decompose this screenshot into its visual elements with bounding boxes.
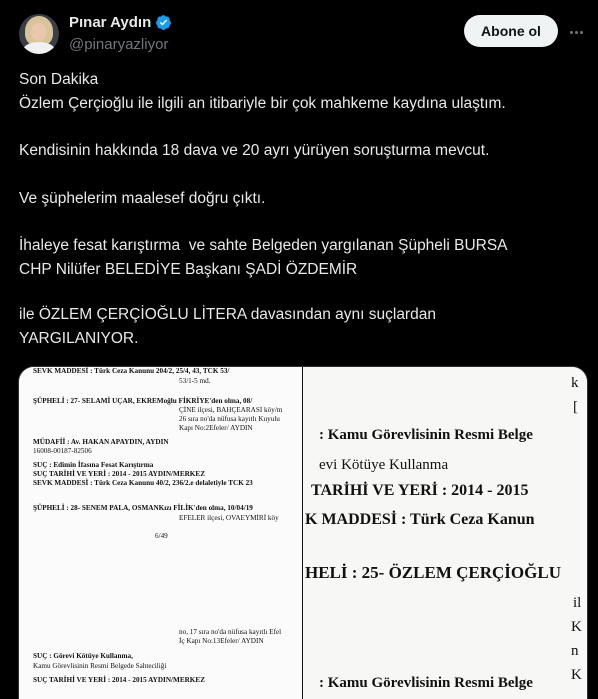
page-number: 6/49: [155, 532, 168, 540]
doc-line: SEVK MADDESİ : Türk Ceza Kanunu 40/2, 236/2.e delaletiyle TCK 23: [33, 479, 253, 487]
tweet-line: YARGILANIYOR.: [19, 329, 139, 347]
tweet-media-image[interactable]: [18, 366, 588, 699]
avatar-face: [31, 23, 47, 41]
doc-line: İç Kapı No:13Efeler/ AYDIN: [179, 637, 264, 645]
tweet-line: Özlem Çerçioğlu ile ilgili an itibariyle bir çok mahkeme kaydına ulaştım.: [19, 94, 506, 112]
tweet-line: İhaleye fesat karıştırma ve sahte Belgeden yargılanan Şüpheli BURSA: [19, 237, 508, 254]
court-document-left: [19, 367, 303, 699]
doc-fragment: n: [571, 643, 579, 659]
doc-line: : Kamu Görevlisinin Resmi Belge: [319, 427, 533, 443]
doc-fragment: K: [571, 619, 582, 635]
doc-line: HELİ : 25- ÖZLEM ÇERÇİOĞLU: [305, 563, 561, 582]
doc-line: SUÇ : Edimin İfasına Fesat Karıştırma: [33, 461, 154, 469]
tweet-line: Ve şüphelerim maalesef doğru çıktı.: [19, 189, 266, 207]
tweet-line: Son Dakika: [19, 71, 99, 88]
avatar-body: [23, 42, 55, 54]
doc-fragment: il: [573, 595, 582, 611]
verified-badge-icon: [155, 14, 172, 31]
author-name[interactable]: Pınar Aydın: [69, 14, 152, 31]
doc-line: K MADDESİ : Türk Ceza Kanun: [305, 511, 535, 528]
doc-line: ÇİNE ilçesi, BAHÇEARASI köy/m: [179, 406, 283, 414]
doc-line: SUÇ TARİHİ VE YERİ : 2014 - 2015 AYDIN/MERKEZ: [33, 676, 205, 684]
doc-fragment: k: [571, 375, 579, 391]
more-options-icon[interactable]: [566, 22, 586, 42]
author-handle[interactable]: @pinaryazliyor: [69, 36, 169, 53]
doc-line: : Kamu Görevlisinin Resmi Belge: [319, 675, 533, 691]
doc-line: ŞÜPHELİ : 27- SELAMİ UÇAR, EKREMoğlu FİKRİYE'den olma, 08/: [33, 397, 253, 405]
author-name-row: [69, 14, 172, 31]
doc-line: MÜDAFİİ : Av. HAKAN APAYDIN, AYDIN: [33, 438, 169, 446]
avatar[interactable]: [19, 14, 59, 54]
doc-line: no, 17 sıra no'da nüfusa kayıtlı Efel: [179, 628, 282, 636]
tweet-line: ile ÖZLEM ÇERÇİOĞLU LİTERA davasından aynı suçlardan: [19, 306, 436, 323]
follow-button[interactable]: Abone ol: [464, 15, 558, 47]
doc-line: Kamu Görevlisinin Resmi Belgede Sahteciliği: [33, 662, 167, 670]
court-document-right: [303, 367, 587, 699]
doc-line: ŞÜPHELİ : 28- SENEM PALA, OSMANKızı FİLİK'den olma, 10/04/19: [33, 504, 253, 512]
doc-line: TARİHİ VE YERİ : 2014 - 2015: [311, 482, 529, 499]
doc-line: SUÇ : Görevi Kötüye Kullanma,: [33, 652, 133, 660]
doc-fragment: K: [571, 667, 582, 683]
doc-line: 16008-00187-82506: [33, 447, 92, 455]
doc-fragment: [: [573, 399, 578, 415]
doc-line: EFELER ilçesi, OVAEYMİRİ köy: [179, 514, 279, 522]
doc-line: 53/1-5 md.: [179, 377, 211, 385]
doc-line: 26 sıra no'da nüfusa kayıtlı Kuyulu: [179, 415, 280, 423]
doc-line: Kapı No:2Efeler/ AYDIN: [179, 424, 253, 432]
doc-line: SEVK MADDESİ : Türk Ceza Kanunu 204/2, 25/4, 43, TCK 53/: [33, 367, 230, 375]
tweet-text: [19, 68, 579, 350]
tweet-line: Kendisinin hakkında 18 dava ve 20 ayrı yürüyen soruşturma mevcut.: [19, 142, 490, 159]
doc-line: evi Kötüye Kullanma: [319, 457, 449, 473]
tweet-header: [0, 0, 598, 70]
tweet-line: CHP Nilüfer BELEDİYE Başkanı ŞADİ ÖZDEMİR: [19, 260, 358, 278]
doc-line: SUÇ TARİHİ VE YERİ : 2014 - 2015 AYDIN/MERKEZ: [33, 470, 205, 478]
